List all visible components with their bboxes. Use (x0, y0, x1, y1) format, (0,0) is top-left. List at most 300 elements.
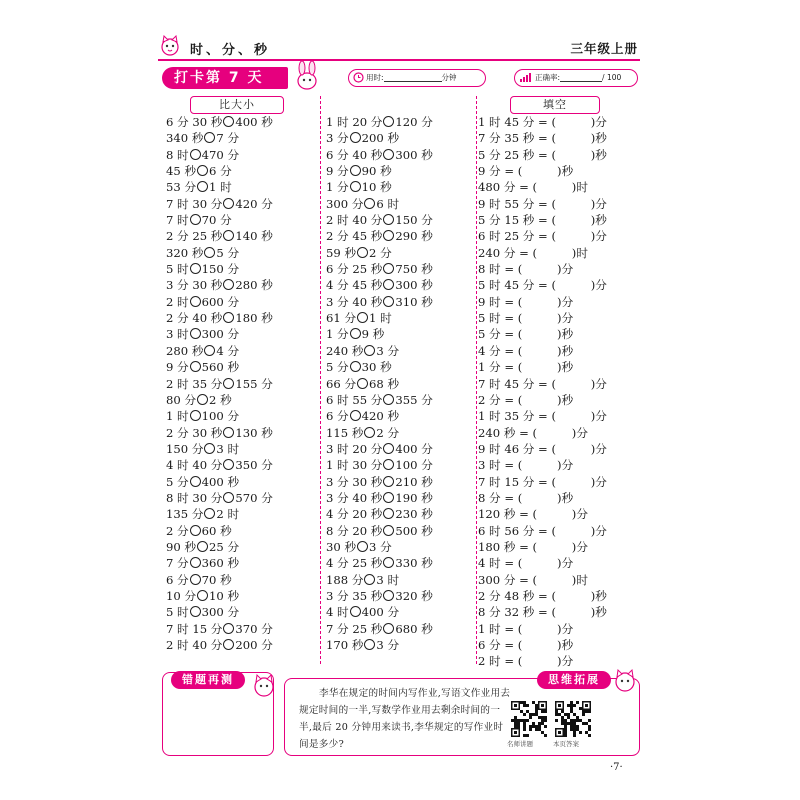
compare-item (166, 310, 314, 326)
fill-item[interactable]: 4 分 = ( )秒 (478, 343, 574, 358)
compare-item (326, 212, 476, 228)
compare-item (166, 376, 314, 392)
compare-item (166, 425, 314, 441)
compare-answer-circle[interactable] (223, 198, 234, 209)
compare-right: 10 秒 (361, 180, 392, 195)
compare-item (326, 277, 476, 293)
compare-answer-circle[interactable] (197, 394, 208, 405)
compare-answer-circle[interactable] (383, 492, 394, 503)
compare-right: 300 分 (201, 327, 240, 342)
compare-answer-circle[interactable] (223, 492, 234, 503)
fill-item[interactable]: 240 分 = ( )时 (478, 245, 588, 260)
compare-item (326, 555, 476, 571)
compare-right: 30 秒 (361, 360, 392, 375)
compare-left: 7 时 30 分 (166, 196, 223, 211)
compare-right: 570 分 (235, 490, 273, 505)
compare-left: 188 分 (326, 572, 364, 587)
compare-right: 10 秒 (209, 588, 240, 603)
compare-answer-circle[interactable] (204, 247, 215, 258)
compare-item (326, 621, 476, 637)
workbook-page (158, 30, 640, 780)
compare-right: 300 秒 (395, 278, 433, 293)
compare-right: 355 分 (395, 392, 433, 407)
compare-answer-circle[interactable] (383, 116, 394, 127)
compare-answer-circle[interactable] (223, 623, 234, 634)
compare-right: 7 分 (216, 131, 240, 146)
fill-item[interactable]: 2 时 = ( )分 (478, 654, 574, 669)
accuracy-blank[interactable] (560, 81, 602, 82)
compare-left: 340 秒 (166, 131, 204, 146)
compare-left: 7 时 15 分 (166, 621, 223, 636)
accuracy-label: 正确率: (535, 73, 561, 82)
compare-answer-circle[interactable] (383, 525, 394, 536)
fill-item[interactable]: 7 时 45 分 = ( )分 (478, 376, 607, 391)
compare-answer-circle[interactable] (357, 247, 368, 258)
compare-item (166, 604, 314, 620)
compare-left: 80 分 (166, 392, 197, 407)
compare-item (326, 457, 476, 473)
compare-answer-circle[interactable] (383, 476, 394, 487)
cat-mascot-icon (251, 673, 277, 699)
compare-left: 3 分 40 秒 (326, 294, 383, 309)
compare-item (166, 326, 314, 342)
compare-item (326, 359, 476, 375)
compare-left: 6 时 55 分 (326, 392, 383, 407)
compare-answer-circle[interactable] (190, 214, 201, 225)
compare-right: 470 分 (201, 147, 240, 162)
compare-answer-circle[interactable] (204, 508, 215, 519)
compare-left: 45 秒 (166, 164, 197, 179)
fill-item[interactable]: 300 分 = ( )时 (478, 572, 588, 587)
compare-item (326, 310, 476, 326)
compare-right: 2 时 (216, 507, 240, 522)
fill-item[interactable]: 180 秒 = ( )分 (478, 539, 588, 554)
compare-right: 155 分 (235, 376, 273, 391)
compare-answer-circle[interactable] (383, 279, 394, 290)
compare-item (326, 130, 476, 146)
compare-left: 6 分 (166, 572, 189, 587)
time-label: 用时: (366, 73, 384, 82)
compare-answer-circle[interactable] (383, 508, 394, 519)
compare-left: 280 秒 (166, 343, 204, 358)
accuracy-field[interactable] (514, 69, 638, 87)
compare-right: 370 分 (235, 621, 273, 636)
compare-item (166, 555, 314, 571)
compare-answer-circle[interactable] (350, 328, 361, 339)
compare-left: 66 分 (326, 376, 357, 391)
compare-right: 310 秒 (395, 294, 433, 309)
fill-item[interactable]: 5 分 = ( )秒 (478, 327, 574, 342)
compare-right: 9 秒 (361, 327, 385, 342)
compare-answer-circle[interactable] (223, 279, 234, 290)
thinking-extension-box (284, 673, 640, 756)
fill-item[interactable]: 9 分 = ( )秒 (478, 164, 574, 179)
compare-left: 7 时 (166, 213, 189, 228)
fill-section-title: 填空 (510, 96, 600, 114)
grade-label: 三年级上册 (570, 41, 638, 56)
fill-item[interactable]: 8 分 32 秒 = ( )秒 (478, 605, 607, 620)
bunny-mascot-icon (292, 61, 322, 93)
compare-answer-circle[interactable] (383, 590, 394, 601)
compare-answer-circle[interactable] (190, 410, 201, 421)
compare-left: 4 时 (326, 605, 349, 620)
fill-item[interactable]: 5 时 = ( )分 (478, 311, 574, 326)
compare-right: 5 分 (216, 245, 240, 260)
fill-item[interactable]: 8 分 = ( )秒 (478, 490, 574, 505)
compare-right: 200 分 (235, 638, 273, 652)
qr-code-icon[interactable] (555, 701, 591, 737)
compare-item (166, 179, 314, 195)
compare-answer-circle[interactable] (383, 557, 394, 568)
compare-right: 70 分 (201, 213, 232, 228)
compare-item (326, 637, 476, 653)
compare-answer-circle[interactable] (190, 557, 201, 568)
compare-item (326, 392, 476, 408)
fill-list (478, 114, 640, 670)
compare-item (326, 604, 476, 620)
compare-answer-circle[interactable] (383, 296, 394, 307)
compare-item (326, 425, 476, 441)
compare-answer-circle[interactable] (357, 541, 368, 552)
compare-right: 3 分 (376, 343, 400, 358)
compare-answer-circle[interactable] (204, 345, 215, 356)
compare-right: 70 秒 (201, 572, 232, 587)
compare-item (326, 506, 476, 522)
compare-right: 100 分 (201, 409, 240, 424)
compare-answer-circle[interactable] (357, 312, 368, 323)
compare-item (166, 163, 314, 179)
compare-right: 190 秒 (395, 490, 433, 505)
compare-answer-circle[interactable] (223, 639, 234, 650)
compare-answer-circle[interactable] (350, 606, 361, 617)
compare-right: 600 分 (201, 294, 240, 309)
compare-answer-circle[interactable] (350, 410, 361, 421)
compare-left: 4 分 20 秒 (326, 507, 383, 522)
compare-left: 2 时 (166, 294, 189, 309)
compare-left: 8 时 30 分 (166, 490, 223, 505)
compare-answer-circle[interactable] (190, 606, 201, 617)
fill-item[interactable]: 5 分 25 秒 = ( )秒 (478, 147, 607, 162)
compare-answer-circle[interactable] (190, 263, 201, 274)
compare-left: 240 秒 (326, 343, 364, 358)
compare-answer-circle[interactable] (197, 590, 208, 601)
compare-right: 3 分 (369, 539, 392, 554)
compare-item (166, 490, 314, 506)
compare-answer-circle[interactable] (223, 427, 234, 438)
fill-item[interactable]: 9 时 55 分 = ( )分 (478, 196, 607, 211)
compare-left: 4 分 45 秒 (326, 278, 383, 293)
compare-section-title: 比大小 (190, 96, 284, 114)
compare-answer-circle[interactable] (383, 394, 394, 405)
fill-item[interactable]: 1 时 = ( )分 (478, 621, 574, 636)
compare-answer-circle[interactable] (197, 165, 208, 176)
qr-code-icon[interactable] (511, 701, 547, 737)
compare-item (326, 326, 476, 342)
compare-answer-circle[interactable] (223, 312, 234, 323)
compare-item (326, 147, 476, 163)
compare-item (166, 228, 314, 244)
compare-item (166, 294, 314, 310)
compare-answer-circle[interactable] (190, 476, 201, 487)
compare-item (326, 163, 476, 179)
fill-item[interactable]: 9 时 = ( )分 (478, 294, 574, 309)
compare-right: 290 秒 (395, 229, 433, 244)
compare-left: 3 分 (326, 131, 349, 146)
page-number: ·7· (610, 762, 623, 773)
compare-item (326, 179, 476, 195)
fill-item[interactable]: 8 时 = ( )分 (478, 262, 574, 277)
compare-answer-circle[interactable] (197, 181, 208, 192)
fill-item[interactable]: 6 时 25 分 = ( )分 (478, 229, 607, 244)
compare-left: 7 分 25 秒 (326, 621, 383, 636)
compare-left: 2 分 30 秒 (166, 425, 223, 440)
compare-right: 210 秒 (395, 474, 433, 489)
fill-item[interactable]: 1 时 35 分 = ( )分 (478, 409, 607, 424)
fill-item[interactable]: 3 时 = ( )分 (478, 458, 574, 473)
compare-left: 3 分 40 秒 (326, 490, 383, 505)
fill-item[interactable]: 5 时 45 分 = ( )分 (478, 278, 607, 293)
fill-item[interactable]: 4 时 = ( )分 (478, 556, 574, 571)
compare-item (326, 376, 476, 392)
compare-left: 6 分 30 秒 (166, 115, 223, 129)
compare-left: 9 分 (166, 360, 189, 375)
compare-left: 90 秒 (166, 539, 197, 554)
compare-item (326, 114, 476, 130)
header-rule (158, 59, 640, 61)
compare-right: 2 分 (376, 425, 400, 440)
compare-answer-circle[interactable] (350, 132, 361, 143)
compare-left: 1 时 30 分 (326, 458, 383, 473)
word-problem-text: 李华在规定的时间内写作业,写语文作业用去规定时间的一半,写数学作业用去剩余时间的一半,最后 20 分钟用来读书,李华规定的写作业时间是多少? (299, 688, 511, 750)
compare-left: 9 分 (326, 164, 349, 179)
compare-right: 230 秒 (395, 507, 433, 522)
compare-answer-circle[interactable] (364, 198, 375, 209)
compare-left: 2 分 45 秒 (326, 229, 383, 244)
compare-right: 6 分 (209, 164, 232, 179)
compare-answer-circle[interactable] (383, 149, 394, 160)
compare-answer-circle[interactable] (190, 149, 201, 160)
compare-right: 6 时 (376, 196, 400, 211)
mistake-retest-label: 错题再测 (171, 671, 245, 689)
qr-caption-lecture: 名师讲题 (507, 740, 533, 748)
compare-item (166, 261, 314, 277)
compare-right: 1 时 (369, 311, 392, 326)
compare-left: 2 时 40 分 (166, 638, 223, 652)
bottom-section (158, 668, 640, 774)
compare-answer-circle[interactable] (204, 443, 215, 454)
compare-right: 100 分 (395, 458, 433, 473)
compare-left: 6 分 (326, 409, 349, 424)
compare-left: 3 分 30 秒 (166, 278, 223, 293)
compare-right: 60 秒 (201, 523, 232, 538)
checkin-banner (162, 67, 640, 91)
compare-right: 500 秒 (395, 523, 433, 538)
compare-left: 135 分 (166, 507, 204, 522)
compare-item (166, 147, 314, 163)
compare-right: 2 秒 (209, 392, 232, 407)
compare-right: 360 秒 (201, 556, 240, 571)
compare-item (326, 196, 476, 212)
compare-answer-circle[interactable] (350, 165, 361, 176)
compare-answer-circle[interactable] (383, 443, 394, 454)
fill-item[interactable]: 120 秒 = ( )分 (478, 507, 588, 522)
compare-answer-circle[interactable] (223, 459, 234, 470)
fill-item[interactable]: 240 秒 = ( )分 (478, 425, 588, 440)
compare-right: 140 秒 (235, 229, 273, 244)
compare-item (326, 245, 476, 261)
fill-item[interactable]: 7 时 15 分 = ( )分 (478, 474, 607, 489)
compare-right: 400 秒 (235, 115, 273, 129)
compare-answer-circle[interactable] (383, 263, 394, 274)
compare-answer-circle[interactable] (190, 361, 201, 372)
time-used-field[interactable] (348, 69, 486, 87)
compare-answer-circle[interactable] (383, 230, 394, 241)
compare-left: 150 分 (166, 441, 204, 456)
mistake-retest-box[interactable] (162, 672, 274, 756)
compare-left: 3 分 35 秒 (326, 588, 383, 603)
compare-list (326, 114, 476, 653)
compare-right: 420 秒 (361, 409, 400, 424)
clock-icon (353, 72, 364, 83)
compare-right: 180 秒 (235, 311, 273, 326)
compare-right: 320 秒 (395, 588, 433, 603)
compare-answer-circle[interactable] (364, 639, 375, 650)
compare-answer-circle[interactable] (383, 623, 394, 634)
compare-left: 5 时 (166, 262, 189, 277)
fill-item[interactable]: 1 分 = ( )秒 (478, 360, 574, 375)
compare-answer-circle[interactable] (190, 296, 201, 307)
compare-item (166, 539, 314, 555)
page-header (158, 30, 640, 60)
compare-answer-circle[interactable] (364, 427, 375, 438)
compare-item (326, 294, 476, 310)
compare-right: 130 秒 (235, 425, 273, 440)
compare-left: 2 分 25 秒 (166, 229, 223, 244)
thinking-extension-label: 思维拓展 (537, 671, 611, 689)
compare-right: 280 秒 (235, 278, 273, 293)
compare-answer-circle[interactable] (223, 378, 234, 389)
compare-right: 150 分 (395, 213, 433, 228)
cat-mascot-icon (611, 667, 639, 695)
compare-column-1 (166, 96, 314, 653)
fill-item[interactable]: 9 时 46 分 = ( )分 (478, 441, 607, 456)
qr-caption-answers: 本页答案 (553, 740, 579, 748)
compare-item (326, 539, 476, 555)
compare-right: 4 分 (216, 343, 240, 358)
compare-left: 10 分 (166, 588, 197, 603)
fill-item[interactable]: 2 分 48 秒 = ( )秒 (478, 588, 607, 603)
compare-right: 1 时 (209, 180, 232, 195)
compare-item (326, 343, 476, 359)
compare-right: 400 分 (361, 605, 400, 620)
compare-item (166, 523, 314, 539)
compare-item (166, 637, 314, 653)
compare-item (166, 245, 314, 261)
compare-right: 300 分 (201, 605, 240, 620)
compare-left: 1 时 (166, 409, 189, 424)
compare-left: 30 秒 (326, 539, 357, 554)
compare-item (166, 392, 314, 408)
compare-item (326, 441, 476, 457)
fill-item[interactable]: 480 分 = ( )时 (478, 180, 588, 195)
compare-answer-circle[interactable] (357, 378, 368, 389)
compare-item (326, 261, 476, 277)
compare-left: 1 分 (326, 180, 349, 195)
compare-answer-circle[interactable] (383, 214, 394, 225)
compare-item (166, 457, 314, 473)
compare-left: 2 时 40 分 (326, 213, 383, 228)
compare-answer-circle[interactable] (350, 181, 361, 192)
column-divider (476, 96, 477, 664)
compare-left: 5 分 (326, 360, 349, 375)
fill-item[interactable]: 1 时 45 分 = ( )分 (478, 115, 607, 129)
fill-item[interactable]: 2 分 = ( )秒 (478, 392, 574, 407)
compare-right: 560 秒 (201, 360, 240, 375)
compare-item (326, 408, 476, 424)
compare-answer-circle[interactable] (364, 345, 375, 356)
compare-item (326, 572, 476, 588)
compare-left: 300 分 (326, 196, 364, 211)
compare-answer-circle[interactable] (204, 132, 215, 143)
compare-right: 90 秒 (361, 164, 392, 179)
compare-left: 7 分 (166, 556, 189, 571)
compare-item (166, 621, 314, 637)
accuracy-total: / 100 (602, 73, 622, 82)
compare-left: 4 时 40 分 (166, 458, 223, 473)
fill-item[interactable]: 5 分 15 秒 = ( )秒 (478, 213, 607, 228)
fill-item[interactable]: 6 时 56 分 = ( )分 (478, 523, 607, 538)
compare-item (166, 277, 314, 293)
compare-right: 400 分 (395, 441, 433, 456)
bar-chart-icon (519, 72, 533, 83)
compare-left: 320 秒 (166, 245, 204, 260)
compare-item (166, 212, 314, 228)
compare-item (326, 474, 476, 490)
compare-answer-circle[interactable] (223, 230, 234, 241)
compare-right: 150 分 (201, 262, 240, 277)
compare-item (326, 228, 476, 244)
compare-left: 8 时 (166, 147, 189, 162)
compare-item (166, 343, 314, 359)
compare-column-2 (326, 96, 476, 653)
compare-left: 5 分 (166, 474, 189, 489)
compare-left: 6 分 40 秒 (326, 147, 383, 162)
compare-right: 300 秒 (395, 147, 433, 162)
compare-answer-circle[interactable] (190, 525, 201, 536)
fill-item[interactable]: 6 分 = ( )秒 (478, 638, 574, 652)
compare-answer-circle[interactable] (383, 459, 394, 470)
compare-item (166, 441, 314, 457)
time-blank[interactable] (384, 81, 442, 82)
compare-list (166, 114, 314, 653)
compare-right: 200 秒 (361, 131, 400, 146)
compare-answer-circle[interactable] (190, 574, 201, 585)
time-unit: 分钟 (441, 73, 457, 82)
compare-left: 6 分 25 秒 (326, 262, 383, 277)
compare-answer-circle[interactable] (223, 116, 234, 127)
compare-item (166, 474, 314, 490)
compare-right: 400 秒 (201, 474, 240, 489)
compare-answer-circle[interactable] (190, 328, 201, 339)
compare-answer-circle[interactable] (350, 361, 361, 372)
compare-answer-circle[interactable] (197, 541, 208, 552)
compare-left: 4 分 25 秒 (326, 556, 383, 571)
compare-right: 25 分 (209, 539, 240, 554)
compare-right: 3 分 (376, 638, 400, 652)
fill-item[interactable]: 7 分 35 秒 = ( )秒 (478, 131, 607, 146)
compare-right: 420 分 (235, 196, 273, 211)
compare-answer-circle[interactable] (364, 574, 375, 585)
